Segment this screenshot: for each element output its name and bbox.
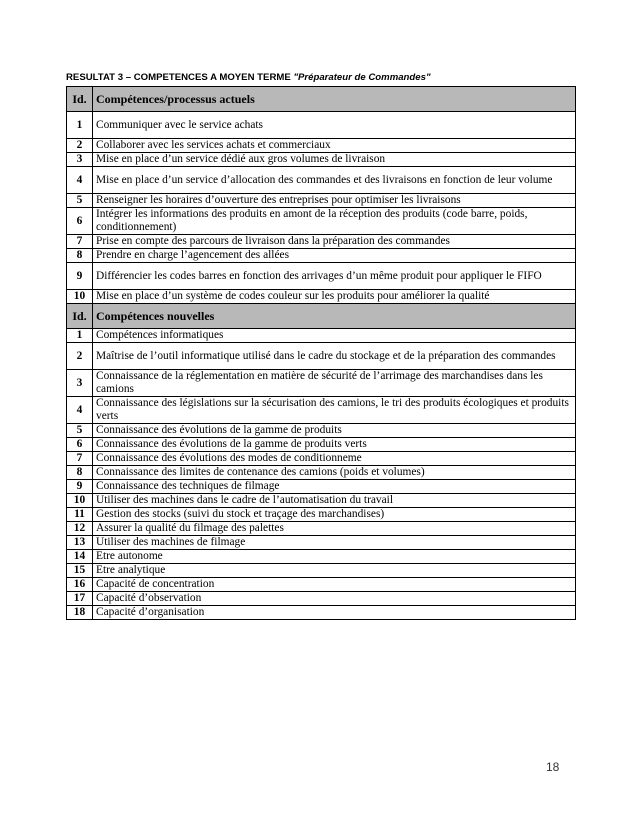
- table-row: [67, 522, 576, 536]
- table-row: [67, 249, 576, 263]
- row-id: 11: [67, 508, 93, 522]
- competences-table: [66, 86, 576, 620]
- row-id: 7: [67, 452, 93, 466]
- row-id: 8: [67, 466, 93, 480]
- page-number: 18: [546, 760, 560, 774]
- row-competence: Maîtrise de l’outil informatique utilisé dans le cadre du stockage et de la préparation des commandes: [93, 343, 576, 370]
- caption-job-title: "Préparateur de Commandes": [293, 72, 431, 83]
- caption-prefix: RESULTAT 3 – COMPETENCES A MOYEN TERME: [66, 72, 294, 83]
- row-id: 8: [67, 249, 93, 263]
- table-caption: [66, 72, 576, 83]
- row-id: 10: [67, 290, 93, 304]
- row-competence: Mise en place d’un système de codes couleur sur les produits pour améliorer la qualité: [93, 290, 576, 304]
- row-id: 10: [67, 494, 93, 508]
- row-id: 1: [67, 329, 93, 343]
- table-row: [67, 112, 576, 139]
- section-header-row: [67, 87, 576, 112]
- row-competence: Utiliser des machines dans le cadre de l’automatisation du travail: [93, 494, 576, 508]
- table-row: [67, 194, 576, 208]
- section-title: Compétences/processus actuels: [93, 87, 576, 112]
- section-title: Compétences nouvelles: [93, 304, 576, 329]
- row-id: 2: [67, 343, 93, 370]
- table-row: [67, 370, 576, 397]
- table-row: [67, 592, 576, 606]
- row-competence: Gestion des stocks (suivi du stock et traçage des marchandises): [93, 508, 576, 522]
- table-row: [67, 550, 576, 564]
- id-column-header: Id.: [67, 87, 93, 112]
- row-competence: Mise en place d’un service d’allocation des commandes et des livraisons en fonction de leur volume: [93, 167, 576, 194]
- row-competence: Communiquer avec le service achats: [93, 112, 576, 139]
- row-competence: Assurer la qualité du filmage des palettes: [93, 522, 576, 536]
- row-id: 16: [67, 578, 93, 592]
- row-id: 17: [67, 592, 93, 606]
- row-id: 14: [67, 550, 93, 564]
- row-id: 4: [67, 167, 93, 194]
- table-row: [67, 578, 576, 592]
- row-competence: Prendre en charge l’agencement des allées: [93, 249, 576, 263]
- row-competence: Etre autonome: [93, 550, 576, 564]
- row-competence: Capacité de concentration: [93, 578, 576, 592]
- table-row: [67, 263, 576, 290]
- table-row: [67, 208, 576, 235]
- id-column-header: Id.: [67, 304, 93, 329]
- row-competence: Connaissance des limites de contenance des camions (poids et volumes): [93, 466, 576, 480]
- row-id: 5: [67, 424, 93, 438]
- table-row: [67, 508, 576, 522]
- row-id: 6: [67, 438, 93, 452]
- row-competence: Connaissance des législations sur la sécurisation des camions, le tri des produits écologiques et produits verts: [93, 397, 576, 424]
- table-row: [67, 452, 576, 466]
- table-row: [67, 290, 576, 304]
- row-competence: Différencier les codes barres en fonction des arrivages d’un même produit pour appliquer le FIFO: [93, 263, 576, 290]
- table-row: [67, 564, 576, 578]
- row-id: 5: [67, 194, 93, 208]
- table-row: [67, 167, 576, 194]
- row-id: 4: [67, 397, 93, 424]
- row-competence: Connaissance de la réglementation en matière de sécurité de l’arrimage des marchandises dans les camions: [93, 370, 576, 397]
- table-row: [67, 153, 576, 167]
- row-id: 3: [67, 153, 93, 167]
- competences-table-body: [67, 87, 576, 620]
- row-competence: Connaissance des évolutions de la gamme de produits: [93, 424, 576, 438]
- row-competence: Collaborer avec les services achats et commerciaux: [93, 139, 576, 153]
- table-row: [67, 606, 576, 620]
- row-competence: Renseigner les horaires d’ouverture des entreprises pour optimiser les livraisons: [93, 194, 576, 208]
- row-competence: Utiliser des machines de filmage: [93, 536, 576, 550]
- table-row: [67, 424, 576, 438]
- table-row: [67, 438, 576, 452]
- row-competence: Compétences informatiques: [93, 329, 576, 343]
- row-id: 18: [67, 606, 93, 620]
- row-id: 12: [67, 522, 93, 536]
- row-id: 7: [67, 235, 93, 249]
- row-competence: Capacité d’organisation: [93, 606, 576, 620]
- row-id: 2: [67, 139, 93, 153]
- row-competence: Capacité d’observation: [93, 592, 576, 606]
- row-id: 9: [67, 480, 93, 494]
- table-row: [67, 235, 576, 249]
- table-row: [67, 536, 576, 550]
- row-competence: Connaissance des techniques de filmage: [93, 480, 576, 494]
- row-id: 1: [67, 112, 93, 139]
- row-competence: Connaissance des évolutions de la gamme de produits verts: [93, 438, 576, 452]
- table-row: [67, 329, 576, 343]
- row-id: 9: [67, 263, 93, 290]
- row-competence: Connaissance des évolutions des modes de conditionneme: [93, 452, 576, 466]
- row-id: 6: [67, 208, 93, 235]
- table-row: [67, 397, 576, 424]
- section-header-row: [67, 304, 576, 329]
- table-row: [67, 466, 576, 480]
- row-competence: Prise en compte des parcours de livraison dans la préparation des commandes: [93, 235, 576, 249]
- row-competence: Mise en place d’un service dédié aux gros volumes de livraison: [93, 153, 576, 167]
- table-row: [67, 480, 576, 494]
- table-row: [67, 343, 576, 370]
- table-row: [67, 494, 576, 508]
- row-id: 3: [67, 370, 93, 397]
- table-row: [67, 139, 576, 153]
- row-competence: Etre analytique: [93, 564, 576, 578]
- row-id: 15: [67, 564, 93, 578]
- row-id: 13: [67, 536, 93, 550]
- row-competence: Intégrer les informations des produits en amont de la réception des produits (code barre, poids, conditionnement): [93, 208, 576, 235]
